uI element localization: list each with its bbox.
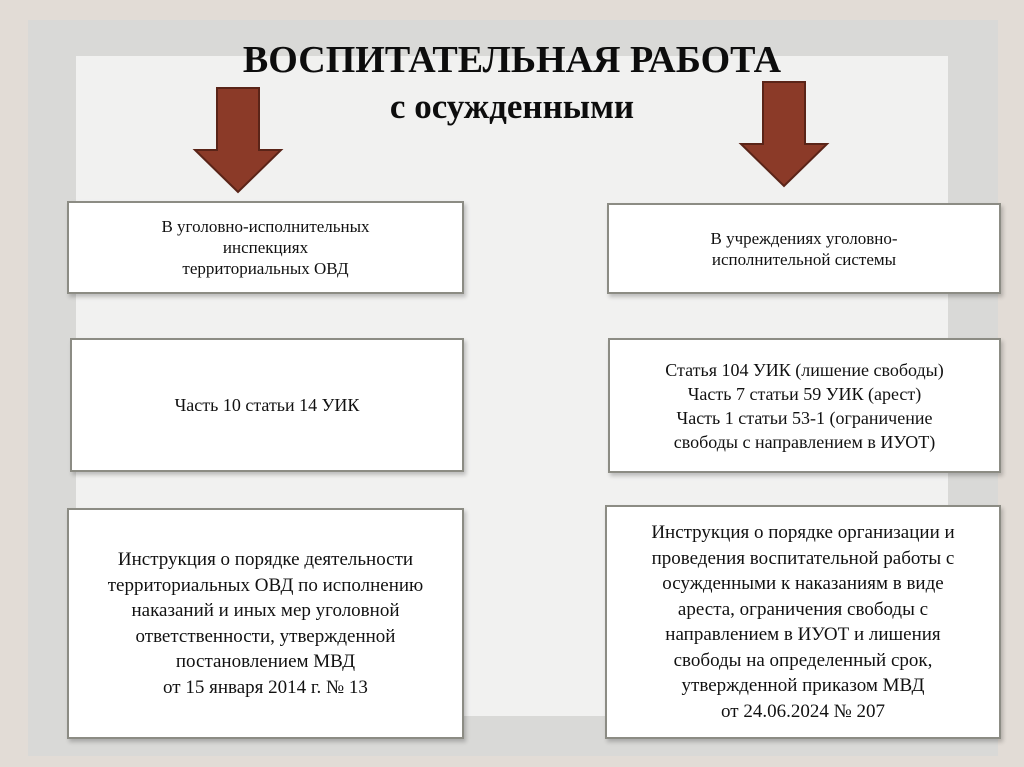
right-law-text: Статья 104 УИК (лишение свободы) Часть 7 статьи 59 УИК (арест) Часть 1 статьи 53-1 (ограничение свободы с направлением в ИУОТ): [665, 359, 944, 452]
left-law-text: Часть 10 статьи 14 УИК: [174, 395, 360, 415]
right-law-box: [608, 338, 1001, 473]
right-header-text: В учреждениях уголовно- исполнительной системы: [710, 228, 898, 269]
left-down-arrow-icon: [192, 86, 284, 196]
right-instruction-text: Инструкция о порядке организации и проведения воспитательной работы с осужденными к наказаниям в виде ареста, ограничения свободы с направлением в ИУОТ и лишения свободы на определенный срок, утвержденной приказом МВД от 24.06.2024 № 207: [651, 522, 955, 722]
left-header-text: В уголовно-исполнительных инспекциях территориальных ОВД: [161, 217, 370, 278]
title-line-2: с осужденными: [389, 87, 635, 126]
right-down-arrow-icon: [738, 80, 830, 190]
right-instruction-box: [605, 505, 1001, 739]
left-header-box: [67, 201, 464, 294]
left-instruction-box: [67, 508, 464, 739]
left-law-box: [70, 338, 464, 472]
left-instruction-text: Инструкция о порядке деятельности территориальных ОВД по исполнению наказаний и иных мер уголовной ответственности, утвержденной постановлением МВД от 15 января 2014 г. № 13: [107, 549, 424, 698]
title-line-1: ВОСПИТАТЕЛЬНАЯ РАБОТА: [242, 39, 782, 81]
right-header-box: [607, 203, 1001, 294]
